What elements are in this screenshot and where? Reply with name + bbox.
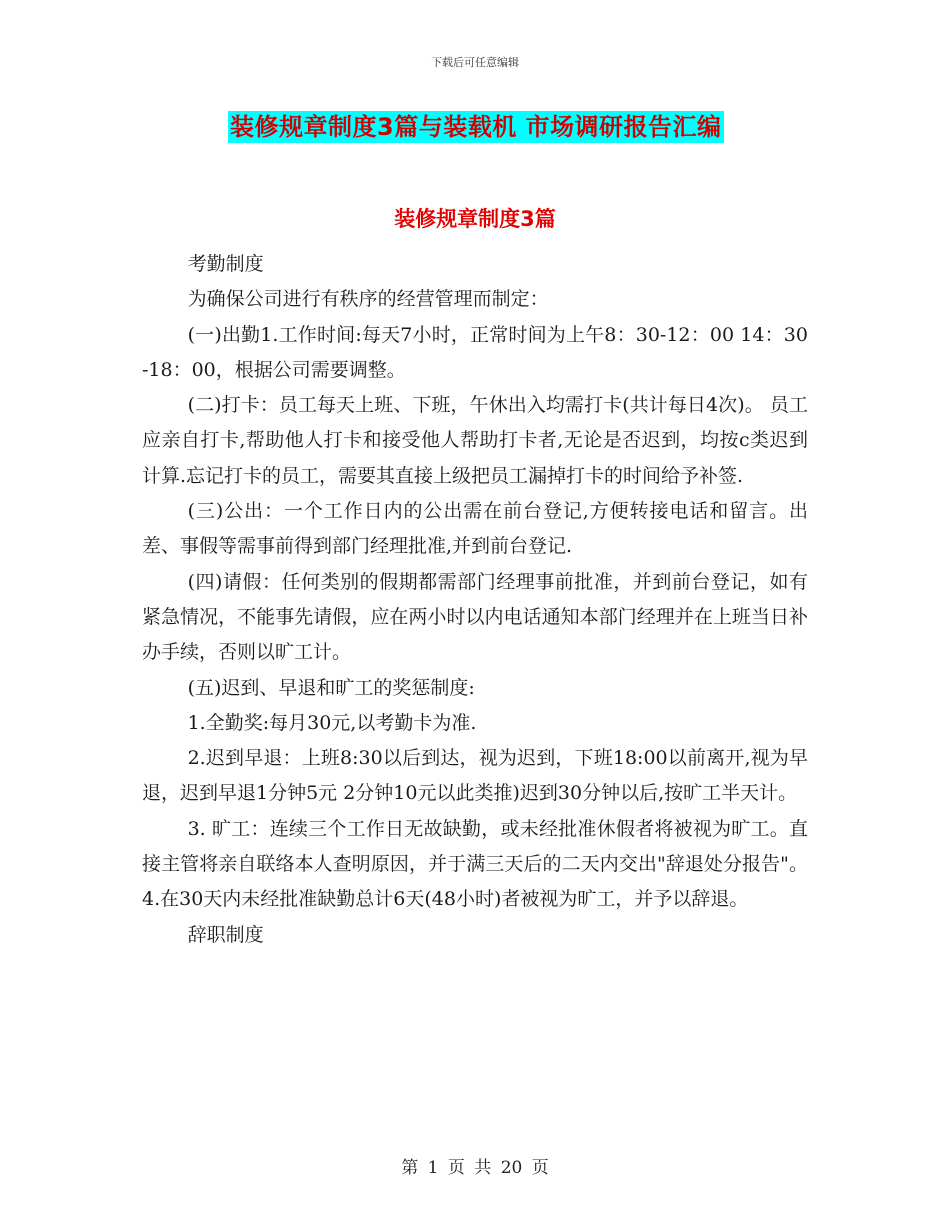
header-note: 下载后可任意编辑 <box>431 56 519 69</box>
paragraph-late-early: 2.迟到早退：上班8:30以后到达，视为迟到，下班18:00以前离开,视为早退，迟到早退1分钟5元 2分钟10元以此类推)迟到30分钟以后,按旷工半天计。 <box>142 747 808 805</box>
document-title: 装修规章制度3篇与装载机 市场调研报告汇编 <box>230 113 722 141</box>
paragraph-attendance: (一)出勤1.工作时间:每天7小时，正常时间为上午8：30-12：00 14：30-18：00，根据公司需要调整。 <box>142 323 808 381</box>
section-title: 装修规章制度3篇 <box>394 207 556 231</box>
paragraph-full-attendance: 1.全勤奖:每月30元,以考勤卡为准. <box>187 711 477 734</box>
page-footer: 第 1 页 共 20 页 <box>401 1158 549 1178</box>
paragraph-leave: (四)请假：任何类别的假期都需部门经理事前批准，并到前台登记，如有紧急情况，不能事先请假，应在两小时以内电话通知本部门经理并在上班当日补办手续，否则以旷工计。 <box>142 570 808 664</box>
paragraph-absenteeism: 3. 旷工：连续三个工作日无故缺勤，或未经批准休假者将被视为旷工。直接主管将亲自联络本人查明原因，并于满三天后的二天内交出"辞退处分报告"。 4.在30天内未经批准缺勤总计6天(48小时)者被视为旷工，并予以辞退。 <box>142 817 808 911</box>
paragraph-attendance-heading: 考勤制度 <box>187 253 264 275</box>
document-body <box>142 247 808 953</box>
paragraph-rewards-heading: (五)迟到、早退和旷工的奖惩制度: <box>187 676 475 699</box>
paragraph-resignation-heading: 辞职制度 <box>187 923 264 946</box>
paragraph-business-out: (三)公出：一个工作日内的公出需在前台登记,方便转接电话和留言。出差、事假等需事前得到部门经理批准,并到前台登记. <box>142 500 808 558</box>
paragraph-purpose: 为确保公司进行有秩序的经营管理而制定： <box>187 288 549 311</box>
paragraph-clock-in: (二)打卡：员工每天上班、下班，午休出入均需打卡(共计每日4次)。 员工应亲自打卡,帮助他人打卡和接受他人帮助打卡者,无论是否迟到，均按c类迟到计算.忘记打卡的员工，需要其直接上级把员工漏掉打卡的时间给予补签. <box>142 394 808 487</box>
